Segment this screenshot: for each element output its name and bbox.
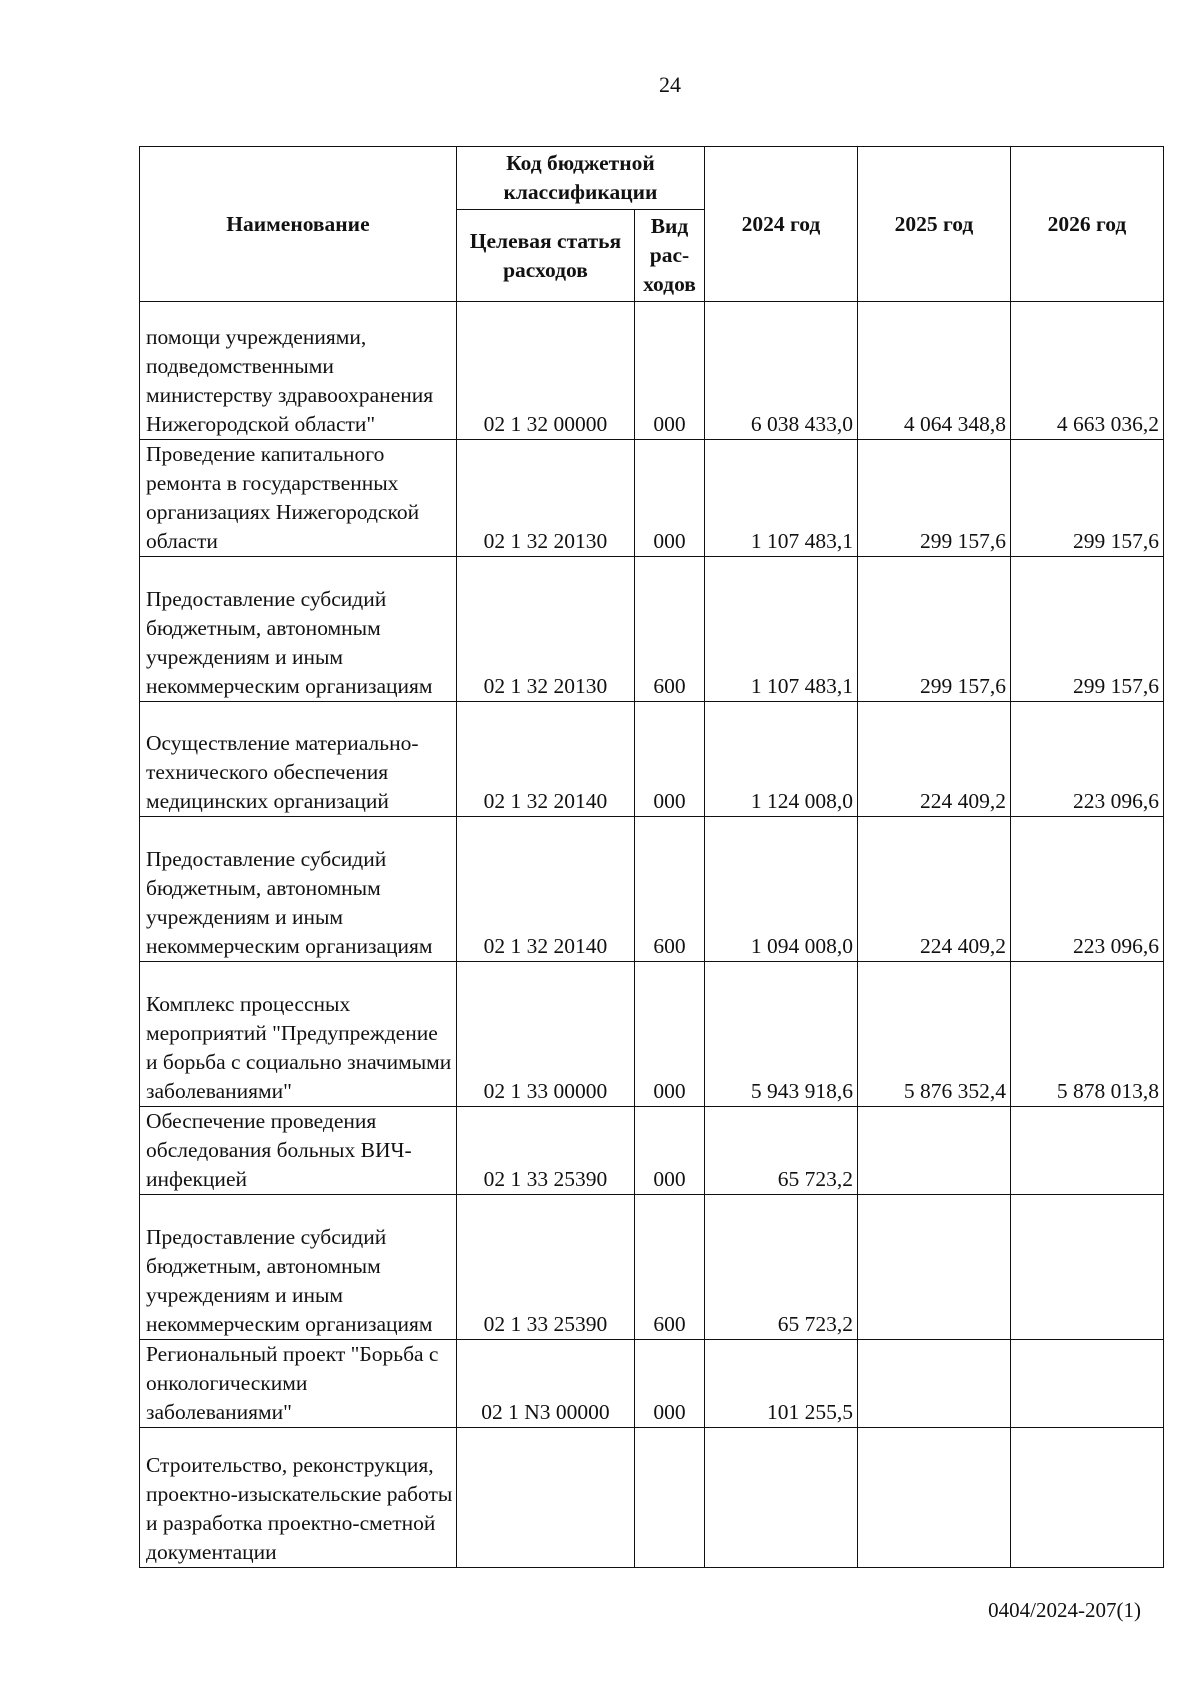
row-name-text: Региональный проект "Борьба с онкологическими заболеваниями" bbox=[146, 1342, 439, 1424]
table-row bbox=[140, 557, 1164, 702]
table-row bbox=[140, 962, 1164, 1107]
row-name-text: Предоставление субсидий бюджетным, автономным учреждениям и иным некоммерческим организациям bbox=[146, 587, 433, 698]
table-row bbox=[140, 817, 1164, 962]
header-year-2024: 2024 год bbox=[704, 147, 857, 302]
cell-amount-2026 bbox=[1010, 1340, 1163, 1428]
cell-amount-2026 bbox=[1010, 1107, 1163, 1195]
cell-amount-2024: 6 038 433,0 bbox=[704, 302, 857, 440]
cell-amount-2024: 101 255,5 bbox=[704, 1340, 857, 1428]
header-name: Наименование bbox=[140, 147, 457, 302]
header-year-2025: 2025 год bbox=[857, 147, 1010, 302]
cell-amount-2024: 65 723,2 bbox=[704, 1195, 857, 1340]
cell-amount-2026: 299 157,6 bbox=[1010, 557, 1163, 702]
cell-amount-2026 bbox=[1010, 1428, 1163, 1568]
table-row bbox=[140, 302, 1164, 440]
cell-expense-type: 000 bbox=[635, 1340, 705, 1428]
header-expense-type: Вид рас-ходов bbox=[635, 210, 705, 302]
cell-amount-2024: 5 943 918,6 bbox=[704, 962, 857, 1107]
cell-expense-type: 000 bbox=[635, 1107, 705, 1195]
cell-expense-type bbox=[635, 1428, 705, 1568]
cell-expense-type: 000 bbox=[635, 302, 705, 440]
cell-target-article bbox=[456, 1428, 634, 1568]
cell-expense-type: 000 bbox=[635, 440, 705, 557]
cell-name bbox=[140, 702, 457, 817]
cell-amount-2025 bbox=[857, 1195, 1010, 1340]
table-row bbox=[140, 1107, 1164, 1195]
row-name-text: Предоставление субсидий бюджетным, автономным учреждениям и иным некоммерческим организациям bbox=[146, 1225, 433, 1336]
cell-target-article: 02 1 33 25390 bbox=[456, 1107, 634, 1195]
cell-amount-2025: 4 064 348,8 bbox=[857, 302, 1010, 440]
cell-target-article: 02 1 32 00000 bbox=[456, 302, 634, 440]
cell-amount-2025: 5 876 352,4 bbox=[857, 962, 1010, 1107]
row-name-text: Проведение капитального ремонта в государственных организациях Нижегородской области bbox=[146, 442, 420, 553]
cell-amount-2025: 299 157,6 bbox=[857, 440, 1010, 557]
row-name-text: Предоставление субсидий бюджетным, автономным учреждениям и иным некоммерческим организациям bbox=[146, 847, 433, 958]
cell-name bbox=[140, 440, 457, 557]
budget-table bbox=[139, 146, 1164, 1568]
table-body bbox=[140, 302, 1164, 1568]
cell-expense-type: 600 bbox=[635, 557, 705, 702]
table-row bbox=[140, 1428, 1164, 1568]
row-name-text: Комплекс процессных мероприятий "Предупреждение и борьба с социально значимыми заболеваниями" bbox=[146, 992, 452, 1103]
cell-name bbox=[140, 302, 457, 440]
cell-amount-2026: 4 663 036,2 bbox=[1010, 302, 1163, 440]
cell-name bbox=[140, 1428, 457, 1568]
cell-amount-2024 bbox=[704, 1428, 857, 1568]
cell-target-article: 02 1 32 20140 bbox=[456, 817, 634, 962]
cell-target-article: 02 1 33 00000 bbox=[456, 962, 634, 1107]
row-name-text: помощи учреждениями, подведомственными министерству здравоохранения Нижегородской области" bbox=[146, 325, 434, 436]
cell-amount-2024: 1 107 483,1 bbox=[704, 557, 857, 702]
cell-target-article: 02 1 32 20140 bbox=[456, 702, 634, 817]
row-name-text: Обеспечение проведения обследования больных ВИЧ-инфекцией bbox=[146, 1109, 412, 1191]
row-name-text: Осуществление материально-технического обеспечения медицинских организаций bbox=[146, 731, 419, 813]
cell-expense-type: 600 bbox=[635, 1195, 705, 1340]
table-row bbox=[140, 702, 1164, 817]
table-row bbox=[140, 1340, 1164, 1428]
cell-amount-2026: 299 157,6 bbox=[1010, 440, 1163, 557]
cell-amount-2026 bbox=[1010, 1195, 1163, 1340]
document-id: 0404/2024-207(1) bbox=[988, 1598, 1141, 1622]
cell-amount-2024: 65 723,2 bbox=[704, 1107, 857, 1195]
cell-expense-type: 000 bbox=[635, 962, 705, 1107]
cell-target-article: 02 1 32 20130 bbox=[456, 440, 634, 557]
cell-amount-2025 bbox=[857, 1428, 1010, 1568]
cell-amount-2026: 223 096,6 bbox=[1010, 817, 1163, 962]
cell-amount-2025: 299 157,6 bbox=[857, 557, 1010, 702]
header-bcc-group: Код бюджетной классификации bbox=[456, 147, 704, 210]
row-name-text: Строительство, реконструкция, проектно-изыскательские работы и разработка проектно-сметной документации bbox=[146, 1453, 453, 1564]
table-header bbox=[140, 147, 1164, 302]
cell-amount-2024: 1 107 483,1 bbox=[704, 440, 857, 557]
cell-target-article: 02 1 33 25390 bbox=[456, 1195, 634, 1340]
cell-amount-2026: 5 878 013,8 bbox=[1010, 962, 1163, 1107]
cell-name bbox=[140, 1340, 457, 1428]
cell-amount-2025 bbox=[857, 1340, 1010, 1428]
table-row bbox=[140, 440, 1164, 557]
cell-name bbox=[140, 817, 457, 962]
page-number: 24 bbox=[659, 72, 681, 97]
cell-name bbox=[140, 1107, 457, 1195]
table-row bbox=[140, 1195, 1164, 1340]
header-year-2026: 2026 год bbox=[1010, 147, 1163, 302]
cell-target-article: 02 1 N3 00000 bbox=[456, 1340, 634, 1428]
cell-expense-type: 600 bbox=[635, 817, 705, 962]
cell-amount-2025: 224 409,2 bbox=[857, 702, 1010, 817]
cell-target-article: 02 1 32 20130 bbox=[456, 557, 634, 702]
cell-amount-2024: 1 124 008,0 bbox=[704, 702, 857, 817]
cell-amount-2025 bbox=[857, 1107, 1010, 1195]
cell-amount-2026: 223 096,6 bbox=[1010, 702, 1163, 817]
cell-name bbox=[140, 1195, 457, 1340]
cell-name bbox=[140, 557, 457, 702]
cell-name bbox=[140, 962, 457, 1107]
cell-expense-type: 000 bbox=[635, 702, 705, 817]
cell-amount-2025: 224 409,2 bbox=[857, 817, 1010, 962]
header-target-article: Целевая статья расходов bbox=[456, 210, 634, 302]
cell-amount-2024: 1 094 008,0 bbox=[704, 817, 857, 962]
